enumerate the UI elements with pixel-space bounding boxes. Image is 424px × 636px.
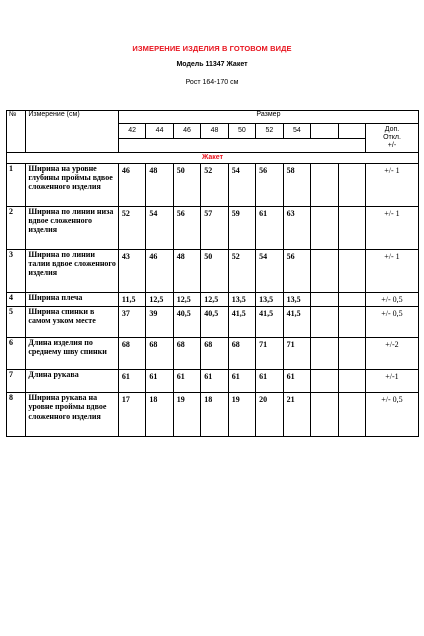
measure-name: Длина рукава <box>26 370 119 393</box>
row-number: 6 <box>7 338 26 370</box>
size-value <box>311 293 338 307</box>
size-value: 12,5 <box>201 293 228 307</box>
col-no-header: № <box>7 111 26 153</box>
row-number: 2 <box>7 207 26 250</box>
tolerance-value: +/- 1 <box>365 250 418 293</box>
size-value: 19 <box>228 393 255 437</box>
size-value: 61 <box>173 370 200 393</box>
tolerance-value: +/- 0,5 <box>365 293 418 307</box>
size-value: 48 <box>173 250 200 293</box>
table-row <box>7 307 419 338</box>
header-spacer <box>118 139 365 153</box>
table-row <box>7 164 419 207</box>
size-value: 59 <box>228 207 255 250</box>
measure-name: Ширина на уровне глубины проймы вдвое сложенного изделия <box>26 164 119 207</box>
size-header-1: 44 <box>146 124 173 139</box>
size-value: 39 <box>146 307 173 338</box>
size-value <box>338 338 365 370</box>
size-value <box>311 393 338 437</box>
size-value <box>338 307 365 338</box>
size-value: 21 <box>283 393 310 437</box>
size-value: 58 <box>283 164 310 207</box>
measure-name: Ширина спинки в самом узком месте <box>26 307 119 338</box>
size-value <box>311 370 338 393</box>
size-value: 46 <box>146 250 173 293</box>
row-number: 4 <box>7 293 26 307</box>
size-value <box>338 393 365 437</box>
size-value: 52 <box>228 250 255 293</box>
size-value: 18 <box>146 393 173 437</box>
size-value <box>311 164 338 207</box>
size-value: 41,5 <box>256 307 283 338</box>
size-value: 13,5 <box>256 293 283 307</box>
size-value: 68 <box>228 338 255 370</box>
col-size-header: Размер <box>118 111 418 124</box>
row-number: 8 <box>7 393 26 437</box>
size-value: 40,5 <box>201 307 228 338</box>
measurement-table <box>6 110 419 437</box>
size-value: 71 <box>256 338 283 370</box>
tolerance-value: +/- 1 <box>365 207 418 250</box>
tolerance-value: +/-2 <box>365 338 418 370</box>
size-value <box>338 164 365 207</box>
size-value: 43 <box>118 250 145 293</box>
size-value: 11,5 <box>118 293 145 307</box>
size-header-3: 48 <box>201 124 228 139</box>
page-title: ИЗМЕРЕНИЕ ИЗДЕЛИЯ В ГОТОВОМ ВИДЕ <box>132 44 292 53</box>
size-value: 50 <box>201 250 228 293</box>
tolerance-value: +/- 1 <box>365 164 418 207</box>
row-number: 7 <box>7 370 26 393</box>
size-value: 68 <box>118 338 145 370</box>
size-value: 54 <box>228 164 255 207</box>
measure-name: Ширина по линии талии вдвое сложенного изделия <box>26 250 119 293</box>
size-value: 12,5 <box>173 293 200 307</box>
table-row <box>7 338 419 370</box>
size-value: 68 <box>201 338 228 370</box>
size-value: 48 <box>146 164 173 207</box>
size-value: 40,5 <box>173 307 200 338</box>
tolerance-value: +/- 0,5 <box>365 393 418 437</box>
size-header-4: 50 <box>228 124 255 139</box>
measure-name: Длина изделия по среднему шву спинки <box>26 338 119 370</box>
size-header-6: 54 <box>283 124 310 139</box>
size-value: 68 <box>146 338 173 370</box>
size-value: 61 <box>201 370 228 393</box>
table-row <box>7 250 419 293</box>
row-number: 3 <box>7 250 26 293</box>
size-value <box>311 307 338 338</box>
section-label: Жакет <box>7 153 419 164</box>
row-number: 5 <box>7 307 26 338</box>
size-value: 52 <box>201 164 228 207</box>
size-value <box>338 293 365 307</box>
size-value: 41,5 <box>283 307 310 338</box>
size-header-8 <box>338 124 365 139</box>
size-value: 20 <box>256 393 283 437</box>
size-value: 18 <box>201 393 228 437</box>
size-value: 71 <box>283 338 310 370</box>
size-value: 61 <box>118 370 145 393</box>
size-header-7 <box>311 124 338 139</box>
size-value: 61 <box>283 370 310 393</box>
size-header-5: 52 <box>256 124 283 139</box>
table-row <box>7 207 419 250</box>
size-value: 63 <box>283 207 310 250</box>
table-row <box>7 393 419 437</box>
size-value: 17 <box>118 393 145 437</box>
height-range: Рост 164-170 см <box>185 79 239 86</box>
size-value: 56 <box>283 250 310 293</box>
size-value: 52 <box>118 207 145 250</box>
col-tolerance-header <box>365 124 418 153</box>
tolerance-header-line: +/- <box>387 142 397 150</box>
tolerance-value: +/-1 <box>365 370 418 393</box>
row-number: 1 <box>7 164 26 207</box>
size-header-2: 46 <box>173 124 200 139</box>
size-value: 50 <box>173 164 200 207</box>
size-value <box>311 207 338 250</box>
measure-name: Ширина по линии низа вдвое сложенного изделия <box>26 207 119 250</box>
size-value: 41,5 <box>228 307 255 338</box>
size-value: 56 <box>173 207 200 250</box>
size-value: 12,5 <box>146 293 173 307</box>
size-value: 61 <box>256 370 283 393</box>
tolerance-header-line: Доп. <box>384 125 400 133</box>
size-value: 19 <box>173 393 200 437</box>
size-value <box>311 338 338 370</box>
col-measure-header: Измерение (см) <box>26 111 119 153</box>
size-value: 61 <box>228 370 255 393</box>
size-value: 54 <box>256 250 283 293</box>
size-value: 61 <box>256 207 283 250</box>
size-value: 56 <box>256 164 283 207</box>
size-value: 61 <box>146 370 173 393</box>
size-value: 46 <box>118 164 145 207</box>
measure-name: Ширина рукава на уровне проймы вдвое сложенного изделия <box>26 393 119 437</box>
table-row <box>7 370 419 393</box>
size-value: 37 <box>118 307 145 338</box>
measure-name: Ширина плеча <box>26 293 119 307</box>
size-value: 13,5 <box>228 293 255 307</box>
tolerance-header-line: Откл. <box>383 133 401 141</box>
tolerance-value: +/- 0,5 <box>365 307 418 338</box>
size-value: 54 <box>146 207 173 250</box>
model-name: Модель 11347 Жакет <box>176 61 248 68</box>
size-header-0: 42 <box>118 124 145 139</box>
size-value <box>338 370 365 393</box>
size-value: 13,5 <box>283 293 310 307</box>
size-value <box>338 250 365 293</box>
size-value: 68 <box>173 338 200 370</box>
table-row <box>7 293 419 307</box>
size-value <box>311 250 338 293</box>
size-value <box>338 207 365 250</box>
size-value: 57 <box>201 207 228 250</box>
